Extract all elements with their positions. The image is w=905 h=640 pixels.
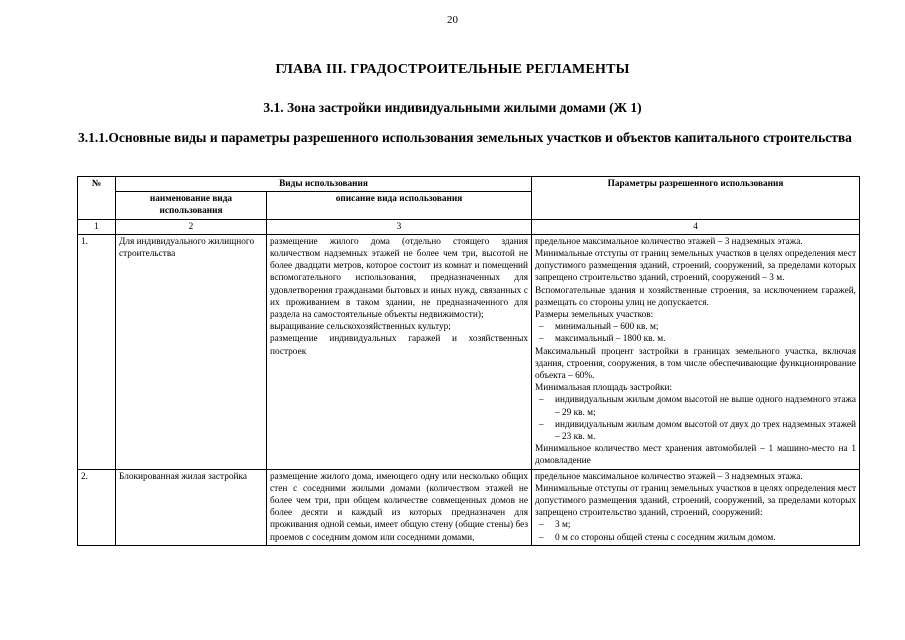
section-title: 3.1.1.Основные виды и параметры разрешенного использования земельных участков и объектов капитального строительства bbox=[78, 130, 852, 145]
header-desc: описание вида использования bbox=[267, 192, 532, 219]
param-paragraph: Минимальные отступы от границ земельных участков в целях определения мест допустимого размещения зданий, строений, сооружений, за пределами которых запрещено строительство зданий, строений, сооружений: bbox=[535, 483, 857, 519]
list-item: – 0 м со стороны общей стены с соседним жилым домом. bbox=[535, 532, 856, 544]
index-cell: 1 bbox=[78, 219, 116, 234]
index-cell: 3 bbox=[267, 219, 532, 234]
header-uses: Виды использования bbox=[116, 177, 532, 192]
param-paragraph: предельное максимальное количество этажей – 3 надземных этажа. bbox=[535, 471, 803, 482]
row-number: 2. bbox=[78, 469, 116, 545]
row-number: 1. bbox=[78, 234, 116, 469]
header-name: наименование вида использования bbox=[116, 192, 267, 219]
regulations-table bbox=[77, 176, 860, 546]
use-name: Для индивидуального жилищного строительства bbox=[116, 234, 267, 469]
index-cell: 4 bbox=[532, 219, 860, 234]
dash-list bbox=[535, 321, 856, 345]
table-row bbox=[78, 234, 860, 469]
param-paragraph: Минимальные отступы от границ земельных участков в целях определения мест допустимого размещения зданий, строений, сооружений, за пределами которых запрещено строительство зданий, строений, сооружений – 3 м. bbox=[535, 249, 857, 284]
list-item: – минимальный – 600 кв. м; bbox=[535, 321, 856, 333]
zone-title: 3.1. Зона застройки индивидуальными жилыми домами (Ж 1) bbox=[263, 100, 642, 115]
index-row bbox=[78, 219, 860, 234]
use-description bbox=[267, 234, 532, 469]
param-paragraph: Размеры земельных участков: bbox=[535, 310, 654, 321]
header-row-1 bbox=[78, 177, 860, 192]
index-cell: 2 bbox=[116, 219, 267, 234]
list-item: – индивидуальным жилым домом высотой не выше одного надземного этажа – 29 кв. м; bbox=[535, 394, 856, 418]
header-num: № bbox=[78, 177, 116, 220]
page-number: 20 bbox=[447, 14, 458, 26]
dash-list bbox=[535, 519, 856, 543]
param-paragraph: Минимальное количество мест хранения автомобилей – 1 машино-место на 1 домовладение bbox=[535, 444, 857, 467]
use-parameters bbox=[532, 469, 860, 545]
desc-paragraph: размещение индивидуальных гаражей и хозяйственных построек bbox=[270, 334, 529, 357]
use-description bbox=[267, 469, 532, 545]
desc-paragraph: размещение жилого дома, имеющего одну или несколько общих стен с соседними жилыми домами (количеством этажей не более чем три, при общем количестве совмещенных домов не более десяти и каждый из которых предназначен для проживания одной семьи, имеет общую стену (общие стены) без проемов с соседним домом или соседними домами, bbox=[270, 471, 529, 543]
list-item: – 3 м; bbox=[535, 519, 856, 531]
param-paragraph: Максимальный процент застройки в границах земельного участка, включая здания, строения, сооружения, в том числе обеспечивающие функционирование объекта – 60%. bbox=[535, 346, 857, 382]
use-name: Блокированная жилая застройка bbox=[116, 469, 267, 545]
desc-paragraph: выращивание сельскохозяйственных культур; bbox=[270, 322, 451, 333]
list-item: – максимальный – 1800 кв. м. bbox=[535, 333, 856, 345]
param-paragraph: предельное максимальное количество этажей – 3 надземных этажа. bbox=[535, 236, 803, 247]
header-params: Параметры разрешенного использования bbox=[532, 177, 860, 220]
table-row bbox=[78, 469, 860, 545]
list-item: – индивидуальным жилым домом высотой от двух до трех надземных этажей – 23 кв. м. bbox=[535, 419, 856, 443]
desc-paragraph: размещение жилого дома (отдельно стоящего здания количеством надземных этажей не более чем три, высотой не более двадцати метров, которое состоит из комнат и помещений вспомогательного использования, предназначенных для удовлетворения гражданами бытовых и иных нужд, связанных с их проживанием в таком здании, не предназначенного для раздела на самостоятельные объекты недвижимости); bbox=[270, 236, 529, 321]
use-parameters bbox=[532, 234, 860, 469]
chapter-title: ГЛАВА III. ГРАДОСТРОИТЕЛЬНЫЕ РЕГЛАМЕНТЫ bbox=[275, 62, 630, 77]
param-paragraph: Минимальная площадь застройки: bbox=[535, 383, 673, 394]
dash-list bbox=[535, 394, 856, 443]
param-paragraph: Вспомогательные здания и хозяйственные строения, за исключением гаражей, размещать со стороны улиц не допускается. bbox=[535, 285, 857, 308]
